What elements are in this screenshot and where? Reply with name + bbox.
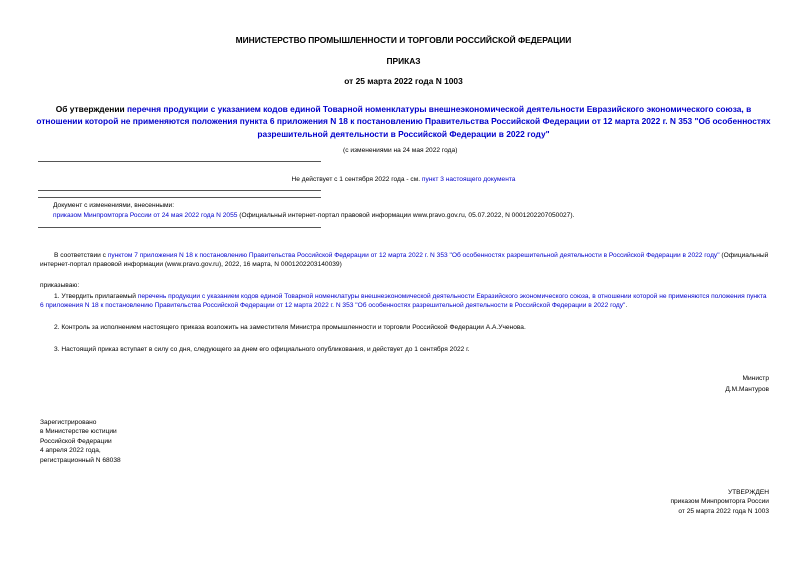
item-1-end: . (625, 302, 628, 310)
item-1-link[interactable]: перечень продукции с указанием кодов единой Товарной номенклатуры внешнеэкономической деятельности Евразийского экономического союза, в отношении которой не применяются положения пункта 6 приложения N 18 к постановлению Правительства Российской Федерации от 12 марта 2022 г. N 353 "Об особенностях разрешительной деятельности в Российской Федерации в 2022 году" (40, 293, 767, 310)
preamble-paragraph (40, 251, 772, 270)
order-word: приказываю: (40, 282, 80, 289)
ministry-heading: МИНИСТЕРСТВО ПРОМЫШЛЕННОСТИ И ТОРГОВЛИ РОССИЙСКОЙ ФЕДЕРАЦИИ (235, 35, 572, 45)
divider (38, 161, 321, 162)
status-link[interactable]: пункт 3 настоящего документа (421, 176, 516, 183)
divider (38, 190, 321, 191)
document-title (36, 103, 771, 140)
status-line (0, 175, 807, 184)
title-link[interactable]: перечня продукции с указанием кодов единой Товарной номенклатуры внешнеэкономической деятельности Евразийского экономического союза, в отношении которой не применяются положения пункта 6 приложения N 18 к постановлению Правительства Российской Федерации от 12 марта 2022 г. N 353 "Об особенностях разрешительной деятельности в Российской Федерации в 2022 году" (36, 104, 771, 139)
changes-heading: Документ с изменениями, внесенными: (53, 202, 175, 209)
item-2-paragraph: 2. Контроль за исполнением настоящего приказа возложить на заместителя Министра промышленности и торговли Российской Федерации А.А.Ученова. (54, 324, 526, 331)
changes-line (53, 211, 773, 220)
amended-note: (с изменениями на 24 мая 2022 года) (343, 147, 458, 154)
item-1-lead: 1. Утвердить прилагаемый (54, 293, 138, 300)
registration-line: в Министерстве юстиции (40, 428, 117, 436)
item-3-paragraph: 3. Настоящий приказ вступает в силу со дня, следующего за днем его официального опубликования, и действует до 1 сентября 2022 г. (54, 346, 470, 353)
approved-line: приказом Минпромторга России (670, 498, 769, 506)
preamble-link[interactable]: пунктом 7 приложения N 18 к постановлению Правительства Российской Федерации от 12 марта 2022 г. N 353 "Об особенностях разрешительной деятельности в Российской Федерации в 2022 году" (107, 252, 720, 259)
signature-name: Д.М.Мантуров (725, 386, 769, 393)
registration-line: регистрационный N 68038 (40, 456, 121, 464)
signature-position: Министр (742, 375, 769, 382)
changes-rest: (Официальный интернет-портал правовой информации www.pravo.gov.ru, 05.07.2022, N 0001202207050027). (237, 212, 575, 219)
changes-link[interactable]: приказом Минпромторга России от 24 мая 2022 года N 2055 (53, 212, 238, 219)
approved-block (670, 488, 769, 516)
item-1-paragraph (40, 292, 772, 311)
approved-line: от 25 марта 2022 года N 1003 (678, 507, 769, 515)
doc-date-number: от 25 марта 2022 года N 1003 (344, 76, 463, 86)
registration-line: 4 апреля 2022 года, (40, 447, 101, 455)
preamble-rest: (Официальный интернет-портал правовой информации (www.pravo.gov.ru), 2022, 16 марта, N 0001202203140039) (40, 252, 769, 269)
status-text: Не действует с 1 сентября 2022 года - см. (291, 176, 422, 183)
title-lead: Об утверждении (55, 104, 127, 114)
divider (38, 197, 321, 198)
divider (38, 227, 321, 228)
preamble-lead: В соответствии с (54, 252, 108, 259)
registration-line: Российской Федерации (40, 437, 112, 445)
registration-block (40, 418, 121, 465)
doc-type: ПРИКАЗ (386, 56, 421, 66)
approved-line: УТВЕРЖДЕН (727, 489, 769, 496)
registration-line: Зарегистрировано (40, 419, 97, 426)
